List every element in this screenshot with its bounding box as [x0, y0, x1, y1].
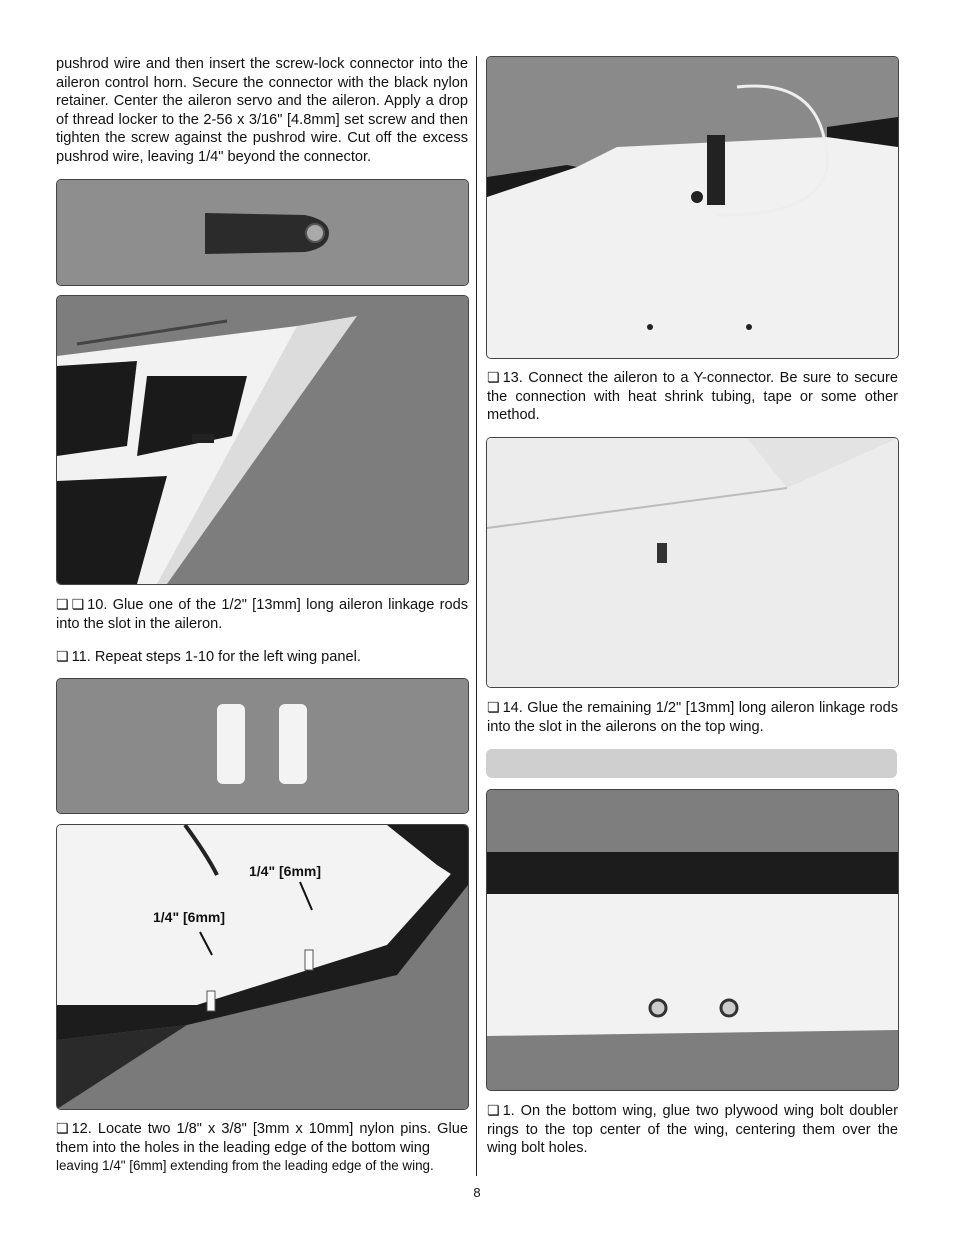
checkbox-icon[interactable]: ❏	[56, 596, 69, 612]
photo-wing-bolt-doublers	[486, 789, 899, 1091]
checkbox-icon[interactable]: ❏	[487, 1102, 500, 1118]
step-12-continued: leaving 1/4" [6mm] extending from the leading edge of the wing.	[56, 1158, 434, 1173]
step-12-text: 12. Locate two 1/8" x 3/8" [3mm x 10mm] nylon pins. Glue them into the holes in the leading edge of the bottom wing	[56, 1121, 468, 1156]
photo-label-b: 1/4" [6mm]	[249, 863, 321, 879]
step-1-text: 1. On the bottom wing, glue two plywood wing bolt doubler rings to the top center of the wing, centering them over the wing bolt holes.	[487, 1103, 898, 1157]
photo-label-a: 1/4" [6mm]	[153, 909, 225, 925]
step-10-text: 10. Glue one of the 1/2" [13mm] long aileron linkage rods into the slot in the aileron.	[56, 597, 468, 632]
photo-top-wing-aileron	[486, 437, 899, 688]
photo-aileron-linkage	[56, 295, 469, 585]
step-12	[56, 1119, 468, 1157]
step-10	[56, 595, 468, 633]
checkbox-icon[interactable]: ❏	[56, 1120, 69, 1136]
step-1	[487, 1101, 898, 1158]
section-header-bar	[486, 749, 897, 778]
photo-nylon-pins	[56, 678, 469, 814]
step-13-text: 13. Connect the aileron to a Y-connector. Be sure to secure the connection with heat shrink tubing, tape or some other method.	[487, 370, 898, 424]
checkbox-icon[interactable]: ❏	[487, 369, 500, 385]
column-divider	[476, 56, 477, 1176]
photo-linkage-part	[56, 179, 469, 286]
step-11-text: 11. Repeat steps 1-10 for the left wing panel.	[71, 649, 361, 665]
step-14-text: 14. Glue the remaining 1/2" [13mm] long aileron linkage rods into the slot in the ailerons on the top wing.	[487, 700, 898, 735]
step-14	[487, 698, 898, 736]
step-11	[56, 647, 468, 667]
checkbox-icon[interactable]: ❏	[71, 596, 85, 612]
checkbox-icon[interactable]: ❏	[487, 699, 500, 715]
step-13	[487, 368, 898, 425]
checkbox-icon[interactable]: ❏	[56, 648, 69, 664]
intro-paragraph: pushrod wire and then insert the screw-lock connector into the aileron control horn. Secure the connector with the black nylon retainer. Center the aileron servo and the aileron. Apply a drop of thread locker to the 2-56 x 3/16" [4.8mm] set screw and then tighten the screw against the pushrod wire. Cut off the excess pushrod wire, leaving 1/4" beyond the connector.	[56, 56, 468, 165]
page-number: 8	[473, 1185, 481, 1200]
photo-y-connector	[486, 56, 899, 359]
photo-pin-measurement	[56, 824, 469, 1110]
